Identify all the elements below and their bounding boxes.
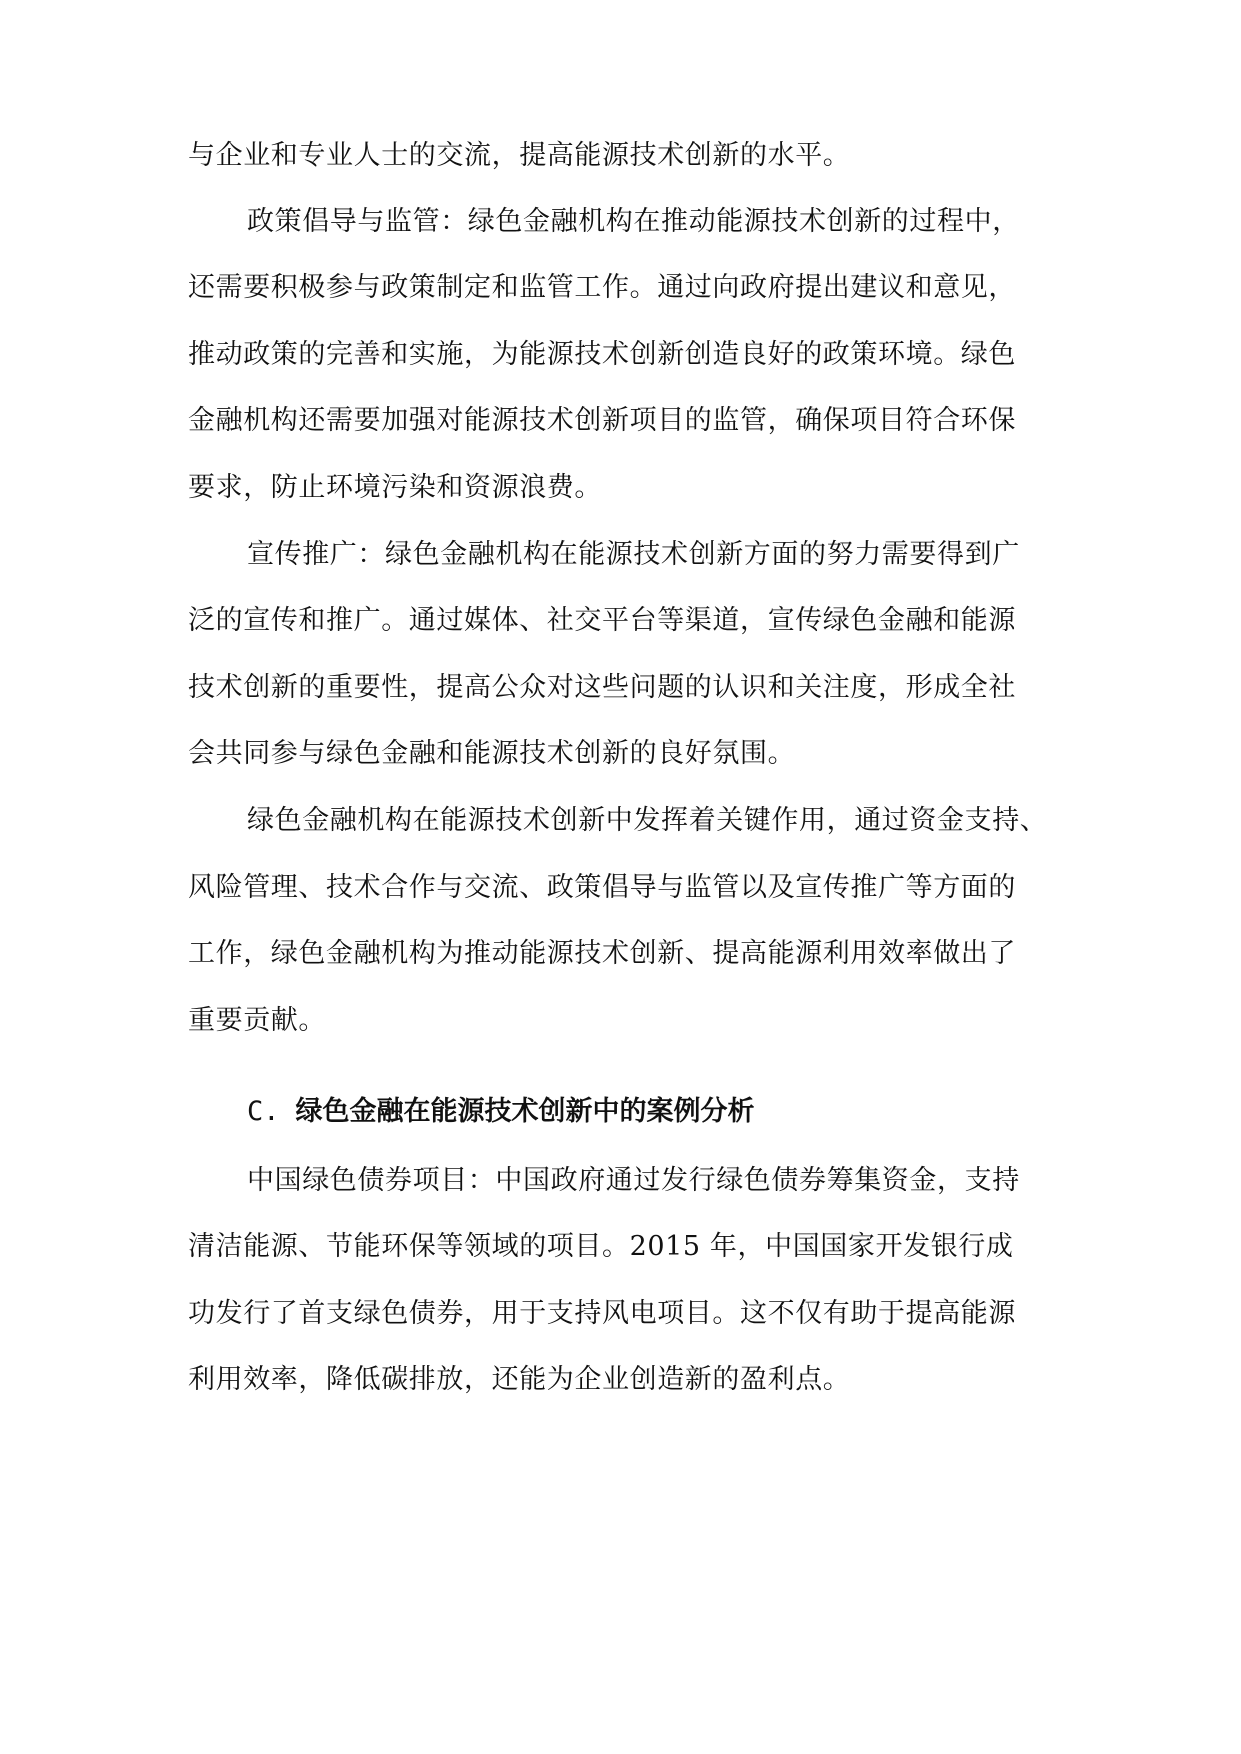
paragraph-line: 绿色金融机构在能源技术创新中发挥着关键作用，通过资金支持、 xyxy=(247,805,1048,836)
paragraph-line: 泛的宣传和推广。通过媒体、社交平台等渠道，宣传绿色金融和能源 xyxy=(188,605,1016,636)
section-marker: C. xyxy=(247,1096,280,1127)
paragraph-line: 还需要积极参与政策制定和监管工作。通过向政府提出建议和意见， xyxy=(188,272,1016,303)
section-title: 绿色金融在能源技术创新中的案例分析 xyxy=(295,1096,755,1127)
section-heading xyxy=(247,1094,755,1130)
paragraph-line: 与企业和专业人士的交流，提高能源技术创新的水平。 xyxy=(188,140,851,171)
paragraph-line: 宣传推广：绿色金融机构在能源技术创新方面的努力需要得到广 xyxy=(247,539,1020,570)
paragraph-line: 技术创新的重要性，提高公众对这些问题的认识和关注度，形成全社 xyxy=(188,672,1016,703)
paragraph-line: 风险管理、技术合作与交流、政策倡导与监管以及宣传推广等方面的 xyxy=(188,872,1016,903)
paragraph-line: 金融机构还需要加强对能源技术创新项目的监管，确保项目符合环保 xyxy=(188,405,1016,436)
paragraph-line: 推动政策的完善和实施，为能源技术创新创造良好的政策环境。绿色 xyxy=(188,339,1016,370)
paragraph-line: 会共同参与绿色金融和能源技术创新的良好氛围。 xyxy=(188,738,796,769)
paragraph-line: 重要贡献。 xyxy=(188,1005,326,1036)
paragraph-line: 中国绿色债券项目：中国政府通过发行绿色债券筹集资金，支持 xyxy=(247,1165,1020,1196)
paragraph-line: 清洁能源、节能环保等领域的项目。2015 年，中国国家开发银行成 xyxy=(188,1231,1014,1262)
paragraph-line: 功发行了首支绿色债券，用于支持风电项目。这不仅有助于提高能源 xyxy=(188,1298,1016,1329)
paragraph-line: 要求，防止环境污染和资源浪费。 xyxy=(188,472,602,503)
paragraph-line: 利用效率，降低碳排放，还能为企业创造新的盈利点。 xyxy=(188,1364,851,1395)
paragraph-line: 工作，绿色金融机构为推动能源技术创新、提高能源利用效率做出了 xyxy=(188,938,1016,969)
paragraph-line: 政策倡导与监管：绿色金融机构在推动能源技术创新的过程中， xyxy=(247,206,1020,237)
